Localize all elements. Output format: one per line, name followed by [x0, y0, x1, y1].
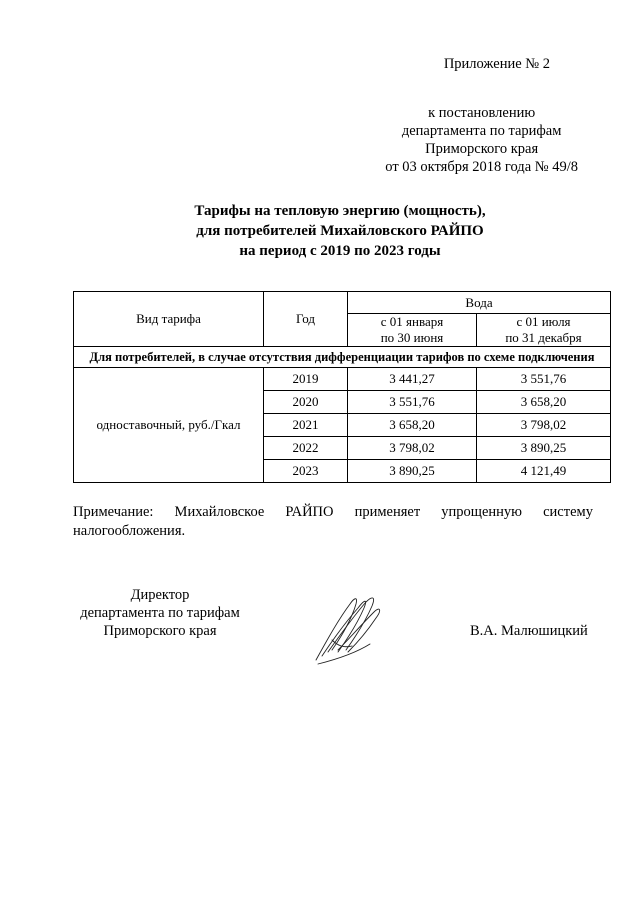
- handwritten-signature: [308, 590, 388, 670]
- signatory-name: В.А. Малюшицкий: [470, 623, 588, 639]
- note-word: РАЙПО: [285, 504, 334, 520]
- note-word: систему: [543, 504, 593, 520]
- year-cell: 2020: [264, 391, 348, 414]
- value-cell: 3 890,25: [477, 437, 611, 460]
- resolution-line-4: от 03 октября 2018 года № 49/8: [385, 159, 578, 175]
- tariff-type-cell: одноставочный, руб./Гкал: [74, 368, 264, 483]
- header-group-water: Вода: [348, 292, 611, 314]
- resolution-reference: [385, 104, 578, 176]
- signatory-line-3: Приморского края: [103, 623, 217, 639]
- header-period-1-line-1: с 01 января: [380, 314, 444, 329]
- note-word: применяет: [354, 504, 421, 520]
- year-cell: 2022: [264, 437, 348, 460]
- title-line-1: Тарифы на тепловую энергию (мощность),: [194, 203, 486, 219]
- note-word: упрощенную: [441, 504, 523, 520]
- value-cell: 3 441,27: [348, 368, 477, 391]
- resolution-line-2: департамента по тарифам: [401, 123, 562, 139]
- year-cell: 2021: [264, 414, 348, 437]
- signatory-title: [60, 586, 260, 640]
- consumer-group-row: Для потребителей, в случае отсутствия дифференциации тарифов по схеме подключения: [74, 347, 611, 368]
- document-title: [150, 201, 530, 261]
- appendix-title: Приложение № 2: [443, 56, 550, 72]
- signatory-line-2: департамента по тарифам: [80, 605, 240, 621]
- signatory-line-1: Директор: [130, 587, 190, 603]
- header-period-1-line-2: по 30 июня: [380, 330, 444, 345]
- tariff-table: [73, 291, 611, 483]
- header-type: Вид тарифа: [74, 292, 264, 347]
- header-period-1: [348, 314, 477, 347]
- value-cell: 3 658,20: [477, 391, 611, 414]
- appendix-header: [444, 55, 550, 73]
- note-paragraph: [73, 503, 593, 541]
- value-cell: 3 890,25: [348, 460, 477, 483]
- header-period-2-line-2: по 31 декабря: [505, 330, 582, 345]
- header-period-2-line-1: с 01 июля: [516, 314, 571, 329]
- resolution-line-3: Приморского края: [425, 141, 539, 157]
- value-cell: 3 551,76: [348, 391, 477, 414]
- note-word: Примечание:: [73, 504, 154, 520]
- year-cell: 2019: [264, 368, 348, 391]
- value-cell: 4 121,49: [477, 460, 611, 483]
- resolution-line-1: к постановлению: [428, 105, 536, 121]
- value-cell: 3 658,20: [348, 414, 477, 437]
- table-row: [74, 368, 611, 391]
- header-year: Год: [264, 292, 348, 347]
- note-line-1: [73, 503, 593, 522]
- title-line-3: на период с 2019 по 2023 годы: [239, 243, 441, 259]
- year-cell: 2023: [264, 460, 348, 483]
- value-cell: 3 798,02: [348, 437, 477, 460]
- value-cell: 3 798,02: [477, 414, 611, 437]
- note-word: Михайловское: [174, 504, 265, 520]
- header-period-2: [477, 314, 611, 347]
- title-line-2: для потребителей Михайловского РАЙПО: [196, 223, 484, 239]
- value-cell: 3 551,76: [477, 368, 611, 391]
- note-line-2: налогообложения.: [73, 523, 186, 539]
